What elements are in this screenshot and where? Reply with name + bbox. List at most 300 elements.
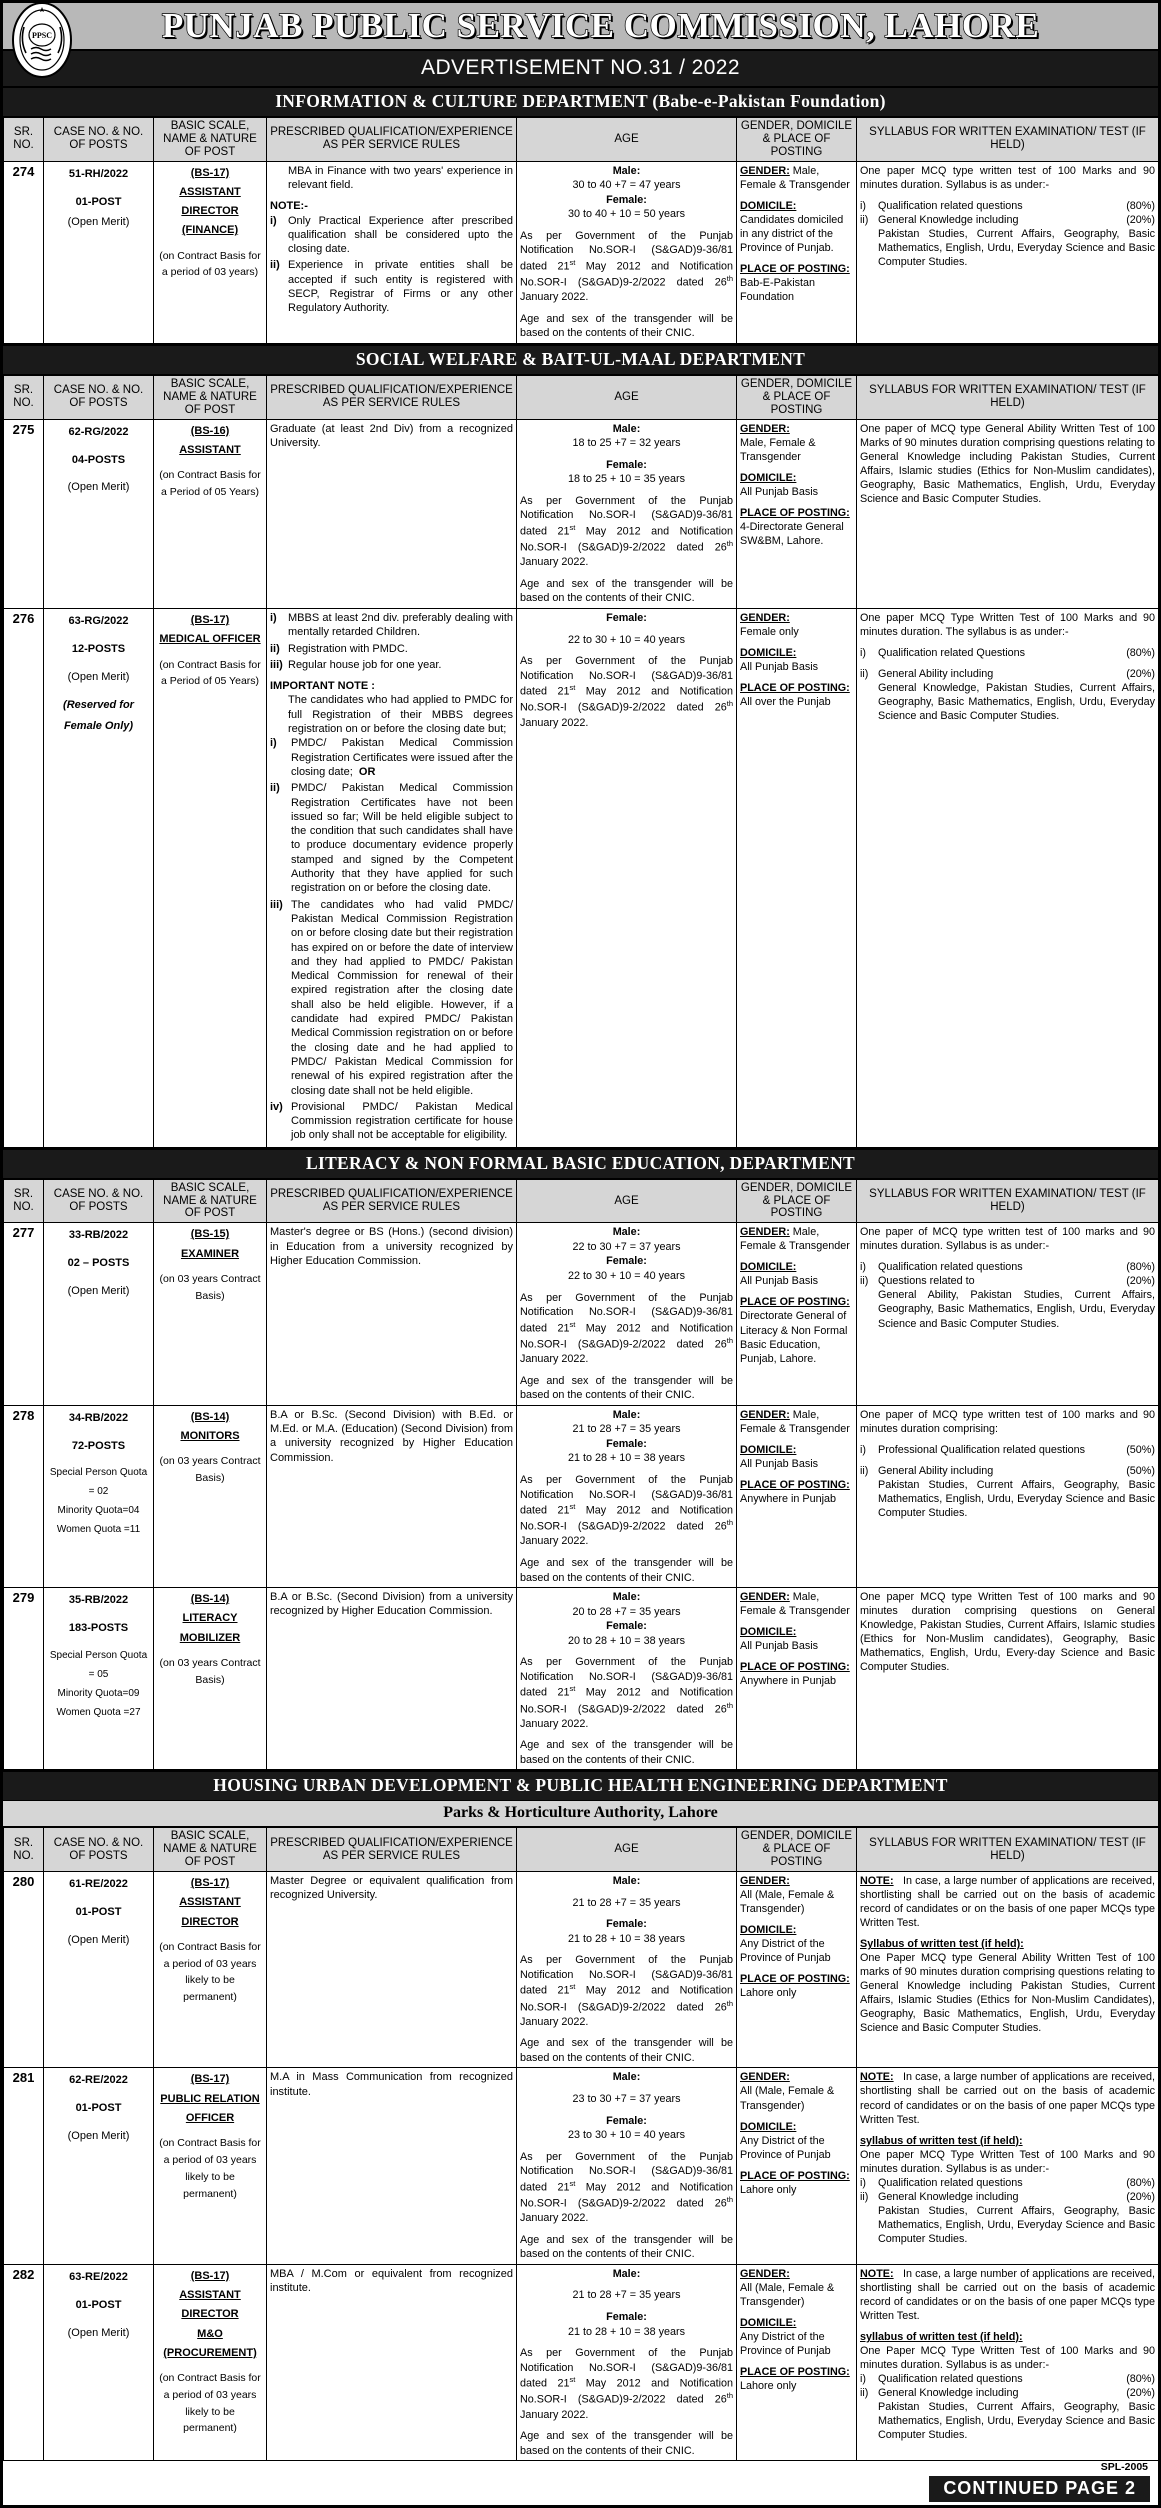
syllabus-marker: ii) <box>860 2387 869 2400</box>
important-note-body: PMDC/ Pakistan Medical Commission Registration Certificates were issued after the closing date; <box>291 737 513 778</box>
syllabus-intro: One paper MCQ type written test of 100 Marks and 90 minutes duration. Syllabus is as under:- <box>860 164 1155 191</box>
col-syllabus: SYLLABUS FOR WRITTEN EXAMINATION/ TEST (IF HELD) <box>857 1828 1159 1872</box>
age-female-label: Female: <box>606 193 647 206</box>
qualification-marker: iii) <box>270 658 283 671</box>
age-male-label: Male: <box>612 1591 641 1604</box>
contract-terms: (on Contract Basis for a Period of 05 Years) <box>159 469 261 498</box>
gender-label: GENDER: <box>740 422 790 435</box>
post-282 <box>154 2264 267 2460</box>
qualification-text: B.A or B.Sc. (Second Division) from a university recognized by Higher Education Commission. <box>270 1591 513 1618</box>
age-female-label: Female: <box>606 2310 647 2323</box>
sr-no-278: 278 <box>4 1405 44 1587</box>
domicile-label: DOMICILE: <box>740 199 797 212</box>
posting-label: PLACE OF POSTING: <box>740 506 850 519</box>
basic-scale: (BS-17) <box>190 166 230 179</box>
gender-domicile-280 <box>737 1872 857 2068</box>
domicile-label: DOMICILE: <box>740 2316 797 2329</box>
qualification-text: Registration with PMDC. <box>288 642 408 655</box>
gender-label: GENDER: <box>740 1875 790 1888</box>
masthead <box>3 3 1158 51</box>
syllabus-intro: One Paper MCQ Type Written Test of 100 Marks and 90 minutes duration. Syllabus is as under:- <box>860 2344 1155 2371</box>
syllabus-percent: (50%) <box>1126 1443 1155 1456</box>
gender-value: Male, Female & Transgender <box>740 436 816 463</box>
col-case-no: CASE NO. & NO. OF POSTS <box>44 1179 154 1223</box>
no-of-posts: 01-POST <box>75 195 122 208</box>
posting-value: Anywhere in Punjab <box>740 1492 837 1505</box>
post-name-line1: ASSISTANT DIRECTOR <box>179 2289 241 2321</box>
table-row <box>4 1588 1159 1770</box>
gender-label: GENDER: <box>740 1591 790 1604</box>
syllabus-item <box>860 2386 1155 2400</box>
merit-type: (Open Merit) <box>67 670 130 683</box>
gender-value: Male, Female & Transgender <box>740 164 850 191</box>
syllabus-percent: (20%) <box>1126 213 1155 226</box>
posting-value: Lahore only <box>740 2380 797 2393</box>
syllabus-text: Questions related to <box>878 1275 975 1288</box>
gender-label: GENDER: <box>740 1226 790 1239</box>
domicile-label: DOMICILE: <box>740 471 797 484</box>
syllabus-text: One paper of MCQ type General Ability Written Test of 100 Marks of 90 minutes duration comprising questions relating to General Knowledge including Pakistan Studies, Current Affairs, Islamic studies (Ethics for Non-Muslim candidates), Geography, Basic Mathematics, English, Urdu, Everyday Science and Basic Computer Studies. <box>860 422 1155 505</box>
syllabus-item <box>860 646 1155 660</box>
important-note-marker: ii) <box>270 782 280 795</box>
post-name-line1: ASSISTANT <box>179 185 241 198</box>
syllabus-279 <box>857 1588 1159 1770</box>
col-syllabus: SYLLABUS FOR WRITTEN EXAMINATION/ TEST (IF HELD) <box>857 376 1159 420</box>
important-note-label: IMPORTANT NOTE : <box>270 680 375 693</box>
important-note-text <box>291 736 513 779</box>
col-gender: GENDER, DOMICILE & PLACE OF POSTING <box>737 118 857 162</box>
age-female-label: Female: <box>606 1620 647 1633</box>
syllabus-detail: Pakistan Studies, Current Affairs, Geography, Basic Mathematics, English, Urdu, Everyday Science and Basic Computer Studies. <box>878 2401 1155 2442</box>
contract-terms: (on Contract Basis for a period of 03 years likely to be permanent) <box>159 2137 261 2200</box>
age-female-value: 23 to 30 + 10 = 40 years <box>567 2129 686 2142</box>
domicile-value: All Punjab Basis <box>740 661 819 674</box>
sr-no-282: 282 <box>4 2264 44 2460</box>
post-281 <box>154 2068 267 2264</box>
table-row <box>4 419 1159 608</box>
gender-label: GENDER: <box>740 2071 790 2084</box>
spl-code: SPL-2005 <box>1100 2461 1148 2474</box>
age-male-label: Male: <box>612 2267 641 2280</box>
gender-domicile-277 <box>737 1223 857 1405</box>
post-name-line2: M&O (PROCUREMENT) <box>163 2327 257 2359</box>
table-row <box>4 1405 1159 1587</box>
syllabus-marker: i) <box>860 2373 866 2386</box>
no-of-posts: 02 – POSTS <box>67 1257 130 1270</box>
age-female-value: 20 to 28 + 10 = 38 years <box>567 1634 686 1647</box>
age-276 <box>517 609 737 1148</box>
col-qualification: PRESCRIBED QUALIFICATION/EXPERIENCE AS PER SERVICE RULES <box>267 1179 517 1223</box>
note-text: Experience in private entities shall be accepted if such entity is registered with SECP, Registrar of Firms or any other Regulatory Authority. <box>288 259 513 315</box>
age-281 <box>517 2068 737 2264</box>
col-case-no: CASE NO. & NO. OF POSTS <box>44 376 154 420</box>
women-quota: Women Quota =11 <box>56 1524 141 1536</box>
syllabus-274 <box>857 161 1159 343</box>
syllabus-item <box>860 1443 1155 1457</box>
age-female-value: 22 to 30 + 10 = 40 years <box>567 1270 686 1282</box>
age-male-label: Male: <box>612 164 641 177</box>
age-282 <box>517 2264 737 2460</box>
important-note-text: PMDC/ Pakistan Medical Commission Registration Certificates have not been issued so far; Will be held eligible subject to the condition that such candidates shall have to produce documentary evidence properly stamped and signed by the Competent Authority that they have applied for such registration on or before the closing date. <box>291 782 513 895</box>
age-female-label: Female: <box>606 1255 647 1268</box>
jobs-table-social-welfare <box>3 375 1159 1148</box>
note-label: NOTE: <box>860 2267 894 2280</box>
qualification-text: Master Degree or equivalent qualification from recognized University. <box>270 1875 513 1902</box>
merit-type: (Open Merit) <box>67 1933 130 1946</box>
syllabus-percent: (20%) <box>1126 2387 1155 2400</box>
col-age: AGE <box>517 1828 737 1872</box>
gender-value: Male, Female & Transgender <box>740 1591 850 1618</box>
qualification-item <box>270 642 513 656</box>
continued-row <box>3 2474 1158 2505</box>
domicile-value: Candidates domiciled in any district of the Province of Punjab. <box>740 213 844 254</box>
department-header-literacy: LITERACY & NON FORMAL BASIC EDUCATION, DEPARTMENT <box>3 1148 1158 1179</box>
col-sr-no: SR. NO. <box>4 1828 44 1872</box>
posting-label: PLACE OF POSTING: <box>740 262 850 275</box>
syllabus-marker: i) <box>860 1443 866 1456</box>
department-header-social-welfare: SOCIAL WELFARE & BAIT-UL-MAAL DEPARTMENT <box>3 344 1158 375</box>
case-number: 35-RB/2022 <box>68 1594 129 1607</box>
syllabus-percent: (80%) <box>1126 1261 1155 1274</box>
qualification-text: Master's degree or BS (Hons.) (second division) in Education from a university recognized by Higher Education Commission. <box>270 1226 513 1267</box>
table-header-row <box>4 376 1159 420</box>
age-male-value: 20 to 28 +7 = 35 years <box>572 1605 681 1618</box>
important-note-item <box>270 736 513 779</box>
post-name-line1: ASSISTANT <box>179 443 241 456</box>
svg-text:PPSC: PPSC <box>32 31 52 40</box>
syllabus-heading: syllabus of written test (if held): <box>860 2134 1023 2147</box>
age-male-value: 21 to 28 +7 = 35 years <box>572 1896 681 1909</box>
advertisement-number: ADVERTISEMENT NO.31 / 2022 <box>3 51 1158 86</box>
qualification-274 <box>267 161 517 343</box>
jobs-table-information-culture <box>3 117 1159 344</box>
merit-type: (Open Merit) <box>67 2326 130 2339</box>
important-note-item <box>270 1100 513 1143</box>
domicile-label: DOMICILE: <box>740 1924 797 1937</box>
note-item <box>270 214 513 257</box>
note-text: Only Practical Experience after prescribed qualification shall be considered upto the closing date. <box>288 214 513 256</box>
age-female-label: Female: <box>606 1918 647 1931</box>
syllabus-text: Qualification related Questions <box>878 647 1026 660</box>
col-gender: GENDER, DOMICILE & PLACE OF POSTING <box>737 376 857 420</box>
merit-type: (Open Merit) <box>67 481 130 494</box>
posting-value: 4-Directorate General SW&BM, Lahore. <box>740 520 844 547</box>
post-name-line2: OFFICER <box>185 2111 235 2124</box>
syllabus-text: One Paper MCQ type General Ability Written Test of 100 marks of 90 minutes duration comprising questions relating to General Knowledge including Pakistan Studies, Current Affairs, Islamic Studies (Ethics for Non-Muslim Candidates), Geography, Basic Mathematics, English, Urdu, Everyday Science and Basic Computer Studies. <box>860 1952 1155 2035</box>
syllabus-item <box>860 667 1155 681</box>
syllabus-text: General Ability including <box>878 668 994 681</box>
age-275 <box>517 419 737 608</box>
syllabus-item <box>860 199 1155 213</box>
syllabus-note <box>860 1874 1155 1930</box>
age-278 <box>517 1405 737 1587</box>
post-name-line1: ASSISTANT DIRECTOR <box>179 1896 241 1928</box>
syllabus-marker: ii) <box>860 1275 869 1288</box>
no-of-posts: 72-POSTS <box>71 1439 126 1452</box>
age-female-label: Female: <box>606 1437 647 1450</box>
case-number: 62-RE/2022 <box>69 2074 128 2087</box>
important-note-or: OR <box>358 765 376 778</box>
basic-scale: (BS-14) <box>190 1593 230 1606</box>
posting-label: PLACE OF POSTING: <box>740 1296 850 1309</box>
syllabus-item <box>860 1274 1155 1288</box>
age-notification-note: As per Government of the Punjab Notification No.SOR-I (S&GAD)9-36/81 dated 21st May 2012 and Notification No.SOR-I (S&GAD)9-2/2022 dated 26th January 2022. <box>520 229 733 304</box>
age-male-value: 21 to 28 +7 = 35 years <box>572 2289 681 2302</box>
post-280 <box>154 1872 267 2068</box>
no-of-posts: 01-POST <box>75 1905 122 1918</box>
domicile-label: DOMICILE: <box>740 647 797 660</box>
note-label: NOTE: <box>860 1875 894 1888</box>
ppsc-logo-icon <box>11 1 73 79</box>
col-case-no: CASE NO. & NO. OF POSTS <box>44 1828 154 1872</box>
gender-label: GENDER: <box>740 1408 790 1421</box>
syllabus-percent: (80%) <box>1126 199 1155 212</box>
important-note-marker: i) <box>270 737 277 750</box>
qualification-item <box>270 611 513 640</box>
posting-value: Bab-E-Pakistan Foundation <box>740 276 816 303</box>
posting-label: PLACE OF POSTING: <box>740 2169 850 2182</box>
age-notification-note: As per Government of the Punjab Notification No.SOR-I (S&GAD)9-36/81 dated 21st May 2012 and Notification No.SOR-I (S&GAD)9-2/2022 dated 26th January 2022. <box>520 2150 733 2225</box>
domicile-value: All Punjab Basis <box>740 1275 819 1288</box>
gender-domicile-282 <box>737 2264 857 2460</box>
age-female-label: Female: <box>606 2114 647 2127</box>
age-female-value: 30 to 40 + 10 = 50 years <box>567 208 686 221</box>
qualification-item <box>270 658 513 672</box>
age-male-label: Male: <box>612 422 641 435</box>
merit-type: (Open Merit) <box>67 216 130 229</box>
case-number: 61-RE/2022 <box>69 1878 128 1891</box>
note-item <box>270 258 513 315</box>
post-name-line1: MONITORS <box>180 1429 240 1442</box>
qualification-279 <box>267 1588 517 1770</box>
organization-title: PUNJAB PUBLIC SERVICE COMMISSION, LAHORE <box>161 6 1040 45</box>
domicile-label: DOMICILE: <box>740 2120 797 2133</box>
case-no-275 <box>44 419 154 608</box>
domicile-label: DOMICILE: <box>740 1261 797 1274</box>
syllabus-percent: (20%) <box>1126 668 1155 681</box>
col-qualification: PRESCRIBED QUALIFICATION/EXPERIENCE AS PER SERVICE RULES <box>267 118 517 162</box>
age-female-label: Female: <box>606 458 647 471</box>
age-female-value: 21 to 28 + 10 = 38 years <box>567 2325 686 2338</box>
department-header-information-culture: INFORMATION & CULTURE DEPARTMENT (Babe-e-Pakistan Foundation) <box>3 86 1158 117</box>
age-notification-note: As per Government of the Punjab Notification No.SOR-I (S&GAD)9-36/81 dated 21st May 2012 and Notification No.SOR-I (S&GAD)9-2/2022 dated 26th January 2022. <box>520 1291 733 1365</box>
reserved-note: (Reserved for Female Only) <box>63 698 134 732</box>
age-notification-note: As per Government of the Punjab Notification No.SOR-I (S&GAD)9-36/81 dated 21st May 2012 and Notification No.SOR-I (S&GAD)9-2/2022 dated 26th January 2022. <box>520 1954 733 2028</box>
syllabus-item <box>860 2190 1155 2204</box>
age-male-label: Male: <box>612 1226 641 1239</box>
page-footer <box>3 2461 1158 2505</box>
syllabus-marker: i) <box>860 647 866 660</box>
no-of-posts: 01-POST <box>75 2102 122 2115</box>
age-notification-note: As per Government of the Punjab Notification No.SOR-I (S&GAD)9-36/81 dated 21st May 2012 and Notification No.SOR-I (S&GAD)9-2/2022 dated 26th January 2022. <box>520 1656 733 1730</box>
syllabus-item <box>860 213 1155 227</box>
syllabus-note <box>860 2267 1155 2323</box>
jobs-table-literacy <box>3 1179 1159 1771</box>
sr-no-275: 275 <box>4 419 44 608</box>
basic-scale: (BS-16) <box>190 424 230 437</box>
col-sr-no: SR. NO. <box>4 1179 44 1223</box>
syllabus-text: General Ability including <box>878 1464 994 1477</box>
syllabus-detail: General Ability, Pakistan Studies, Current Affairs, Geography, Basic Mathematics, English, Urdu, Everyday Science and Basic Computer Studies. <box>878 1289 1155 1330</box>
contract-terms: (on 03 years Contract Basis) <box>159 1656 261 1686</box>
qualification-280 <box>267 1872 517 2068</box>
qualification-275 <box>267 419 517 608</box>
age-cnic-note: Age and sex of the transgender will be based on the contents of their CNIC. <box>520 2037 733 2064</box>
post-name-line1: MEDICAL OFFICER <box>159 633 261 646</box>
no-of-posts: 04-POSTS <box>71 453 126 466</box>
syllabus-281 <box>857 2068 1159 2264</box>
syllabus-percent: (20%) <box>1126 1275 1155 1288</box>
age-male-label: Male: <box>612 1408 641 1421</box>
contract-terms: (on Contract Basis for a period of 03 years likely to be permanent) <box>159 2372 261 2435</box>
note-text: In case, a large number of applications are received, shortlisting shall be carried out on the basis of academic record of candidates or on the basis of one paper MCQs type Written Test. <box>860 1875 1155 1930</box>
post-279 <box>154 1588 267 1770</box>
syllabus-275 <box>857 419 1159 608</box>
syllabus-text: Qualification related questions <box>878 199 1023 212</box>
post-276 <box>154 609 267 1148</box>
col-age: AGE <box>517 376 737 420</box>
sr-no-280: 280 <box>4 1872 44 2068</box>
case-number: 34-RB/2022 <box>68 1411 129 1424</box>
basic-scale: (BS-17) <box>190 1877 230 1890</box>
gender-label: GENDER: <box>740 612 790 624</box>
syllabus-detail: Pakistan Studies, Current Affairs, Geography, Basic Mathematics, English, Urdu, Everyday Science and Basic Computer Studies. <box>878 2204 1155 2245</box>
table-row <box>4 1872 1159 2068</box>
syllabus-text: Qualification related questions <box>878 2176 1023 2189</box>
basic-scale: (BS-17) <box>190 614 230 626</box>
gender-domicile-278 <box>737 1405 857 1587</box>
post-275 <box>154 419 267 608</box>
sr-no-277: 277 <box>4 1223 44 1405</box>
syllabus-marker: ii) <box>860 213 869 226</box>
post-278 <box>154 1405 267 1587</box>
col-post: BASIC SCALE, NAME & NATURE OF POST <box>154 376 267 420</box>
post-277 <box>154 1223 267 1405</box>
syllabus-text: One paper MCQ type Written Test of 100 marks and 90 minutes duration comprising questions on General Knowledge, Pakistan Studies, Current Affairs, Islamic studies (Ethics for Non-Muslim candidates), Geography, Basic Mathematics, English, Urdu, Every-day Science and Basic Computer Studies. <box>860 1591 1155 1674</box>
qualification-text: Graduate (at least 2nd Div) from a recognized University. <box>270 422 513 449</box>
posting-value: Lahore only <box>740 1987 797 2000</box>
domicile-value: All Punjab Basis <box>740 1457 819 1470</box>
gender-value: Male, Female & Transgender <box>740 1408 850 1435</box>
contract-terms: (on Contract Basis for a Period of 05 Years) <box>159 658 261 688</box>
syllabus-detail: Pakistan Studies, Current Affairs, Geography, Basic Mathematics, English, Urdu, Everyday Science and Basic Computer Studies. <box>878 1478 1155 1519</box>
women-quota: Women Quota =27 <box>56 1706 141 1718</box>
age-cnic-note: Age and sex of the transgender will be based on the contents of their CNIC. <box>520 1739 733 1766</box>
gender-domicile-281 <box>737 2068 857 2264</box>
gender-value: All (Male, Female & Transgender) <box>740 2281 835 2308</box>
syllabus-text: General Knowledge including <box>878 2387 1019 2400</box>
age-notification-note: As per Government of the Punjab Notification No.SOR-I (S&GAD)9-36/81 dated 21st May 2012 and Notification No.SOR-I (S&GAD)9-2/2022 dated 26th January 2022. <box>520 2347 733 2421</box>
note-marker: i) <box>270 214 277 227</box>
age-cnic-note: Age and sex of the transgender will be based on the contents of their CNIC. <box>520 2430 733 2457</box>
age-cnic-note: Age and sex of the transgender will be based on the contents of their CNIC. <box>520 1556 733 1584</box>
important-note-marker: iii) <box>270 898 283 911</box>
special-person-quota: Special Person Quota = 02 <box>49 1467 148 1498</box>
minority-quota: Minority Quota=09 <box>57 1687 140 1699</box>
col-qualification: PRESCRIBED QUALIFICATION/EXPERIENCE AS PER SERVICE RULES <box>267 1828 517 1872</box>
age-notification-note: As per Government of the Punjab Notification No.SOR-I (S&GAD)9-36/81 dated 21st May 2012 and Notification No.SOR-I (S&GAD)9-2/2022 dated 26th January 2022. <box>520 494 733 569</box>
syllabus-marker: i) <box>860 199 866 212</box>
age-cnic-note: Age and sex of the transgender will be based on the contents of their CNIC. <box>520 312 733 340</box>
syllabus-278 <box>857 1405 1159 1587</box>
gender-value: Female only <box>740 626 799 639</box>
syllabus-item <box>860 2372 1155 2386</box>
posting-value: Anywhere in Punjab <box>740 1675 837 1688</box>
col-syllabus: SYLLABUS FOR WRITTEN EXAMINATION/ TEST (IF HELD) <box>857 118 1159 162</box>
domicile-label: DOMICILE: <box>740 1443 797 1456</box>
note-label: NOTE: <box>860 2071 894 2084</box>
age-male-value: 21 to 28 +7 = 35 years <box>572 1423 681 1436</box>
domicile-value: All Punjab Basis <box>740 1640 819 1653</box>
domicile-value: All Punjab Basis <box>740 485 819 498</box>
col-post: BASIC SCALE, NAME & NATURE OF POST <box>154 118 267 162</box>
syllabus-text: Qualification related questions <box>878 1261 1023 1274</box>
syllabus-marker: i) <box>860 1261 866 1274</box>
age-cnic-note: Age and sex of the transgender will be based on the contents of their CNIC. <box>520 2233 733 2261</box>
table-row <box>4 1223 1159 1405</box>
important-note-item <box>270 898 513 1098</box>
gender-domicile-276 <box>737 609 857 1148</box>
gender-value: All (Male, Female & Transgender) <box>740 1889 835 1916</box>
domicile-label: DOMICILE: <box>740 1626 797 1639</box>
col-sr-no: SR. NO. <box>4 118 44 162</box>
qualification-282 <box>267 2264 517 2460</box>
case-no-279 <box>44 1588 154 1770</box>
post-name-line1: EXAMINER <box>180 1247 240 1260</box>
minority-quota: Minority Quota=04 <box>57 1505 140 1517</box>
domicile-value: Any District of the Province of Punjab <box>740 1938 831 1965</box>
continued-page-banner: CONTINUED PAGE 2 <box>929 2476 1150 2502</box>
case-no-282 <box>44 2264 154 2460</box>
syllabus-item <box>860 2176 1155 2190</box>
domicile-value: Any District of the Province of Punjab <box>740 2134 831 2161</box>
age-male-value: 18 to 25 +7 = 32 years <box>572 437 681 450</box>
syllabus-item <box>860 1260 1155 1274</box>
note-text: In case, a large number of applications are received, shortlisting shall be carried out on the basis of academic record of candidates or on the basis of one paper MCQs type Written Test. <box>860 2071 1155 2126</box>
col-case-no: CASE NO. & NO. OF POSTS <box>44 118 154 162</box>
basic-scale: (BS-15) <box>190 1228 230 1241</box>
syllabus-percent: (80%) <box>1126 647 1155 660</box>
syllabus-text: Professional Qualification related questions <box>878 1443 1086 1456</box>
syllabus-heading: syllabus of written test (if held): <box>860 2330 1023 2343</box>
gender-value: Male, Female & Transgender <box>740 1226 850 1253</box>
gender-domicile-279 <box>737 1588 857 1770</box>
age-female-label: Female: <box>606 612 647 624</box>
table-header-row <box>4 1179 1159 1223</box>
domicile-value: Any District of the Province of Punjab <box>740 2330 831 2357</box>
qualification-marker: i) <box>270 612 277 624</box>
qualification-text: M.A in Mass Communication from recognized institute. <box>270 2071 513 2098</box>
posting-label: PLACE OF POSTING: <box>740 1661 850 1674</box>
gender-value: All (Male, Female & Transgender) <box>740 2085 835 2112</box>
qualification-text: MBA / M.Com or equivalent from recognized institute. <box>270 2267 513 2295</box>
syllabus-detail: Pakistan Studies, Current Affairs, Geography, Basic Mathematics, English, Urdu, Everyday Science and Basic Computer Studies. <box>878 227 1155 268</box>
age-male-label: Male: <box>612 2071 641 2084</box>
age-notification-note: As per Government of the Punjab Notification No.SOR-I (S&GAD)9-36/81 dated 21st May 2012 and Notification No.SOR-I (S&GAD)9-2/2022 dated 26th January 2022. <box>520 1473 733 1548</box>
age-notification-note: As per Government of the Punjab Notification No.SOR-I (S&GAD)9-36/81 dated 21st May 2012 and Notification No.SOR-I (S&GAD)9-2/2022 dated 26th January 2022. <box>520 655 733 729</box>
syllabus-intro: One paper of MCQ type written test of 100 marks and 90 minutes duration comprising: <box>860 1408 1155 1435</box>
case-number: 51-RH/2022 <box>68 167 129 180</box>
syllabus-276 <box>857 609 1159 1148</box>
syllabus-marker: ii) <box>860 1464 869 1477</box>
contract-terms: (on 03 years Contract Basis) <box>159 1272 261 1302</box>
age-female-value: 22 to 30 + 10 = 40 years <box>567 633 686 646</box>
syllabus-heading: Syllabus of written test (if held): <box>860 1938 1024 1951</box>
syllabus-marker: i) <box>860 2176 866 2189</box>
qualification-277 <box>267 1223 517 1405</box>
special-person-quota: Special Person Quota = 05 <box>49 1649 148 1680</box>
important-note-text: Provisional PMDC/ Pakistan Medical Commission registration certificate for house job only shall not be acceptable for eligibility. <box>291 1100 513 1142</box>
